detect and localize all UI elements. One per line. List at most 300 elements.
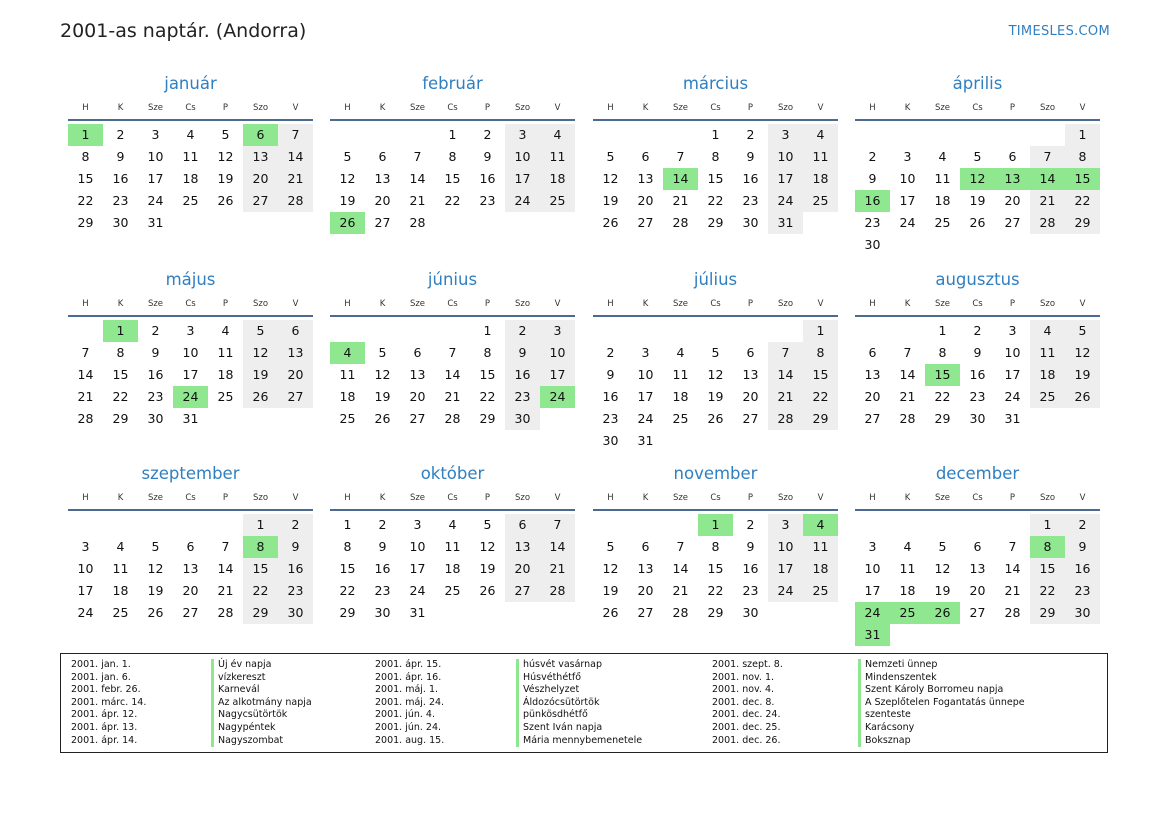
day-cell: 8 [1065, 146, 1100, 168]
day-cell: 10 [1004, 345, 1021, 360]
holiday-day-cell: 16 [855, 190, 890, 212]
day-cell: 11 [803, 536, 838, 558]
weekday-label: Szo [1039, 493, 1056, 503]
day-cell: 17 [1004, 367, 1021, 382]
day-cell: 31 [637, 433, 654, 448]
day-cell: 18 [182, 171, 199, 186]
day-cell: 26 [243, 386, 278, 408]
weekday-label: P [484, 299, 491, 309]
day-cell: 20 [637, 583, 654, 598]
weekday-label: K [379, 103, 386, 113]
day-cell: 13 [243, 146, 278, 168]
weekday-label: H [607, 103, 614, 113]
month-name: április [952, 74, 1003, 93]
day-cell: 18 [540, 168, 575, 190]
day-cell: 19 [217, 171, 234, 186]
legend-holiday-name: szenteste [858, 709, 911, 722]
weekday-label: P [222, 493, 229, 503]
holiday-day-cell: 4 [330, 342, 365, 364]
weekday-label: V [554, 493, 561, 503]
page-title: 2001-as naptár. (Andorra) [60, 20, 307, 42]
holiday-day-cell: 6 [243, 124, 278, 146]
day-cell: 21 [1030, 190, 1065, 212]
day-cell: 18 [899, 583, 916, 598]
day-cell: 6 [1008, 149, 1017, 164]
day-cell: 27 [409, 411, 426, 426]
day-cell: 9 [973, 345, 982, 360]
day-cell: 12 [1065, 342, 1100, 364]
day-cell: 27 [182, 605, 199, 620]
holiday-day-cell: 15 [925, 364, 960, 386]
day-cell: 22 [112, 389, 129, 404]
weekday-header [593, 487, 838, 511]
day-cell: 9 [483, 149, 492, 164]
day-cell: 29 [77, 215, 94, 230]
weekday-label: Szo [514, 299, 531, 309]
day-cell: 17 [768, 168, 803, 190]
weekday-header [330, 487, 575, 511]
day-cell: 25 [112, 605, 129, 620]
day-cell: 28 [672, 215, 689, 230]
weekday-label: Sze [672, 493, 689, 503]
day-cell: 8 [711, 539, 720, 554]
day-cell: 16 [742, 561, 759, 576]
day-cell: 4 [676, 345, 685, 360]
day-cell: 18 [934, 193, 951, 208]
day-cell: 28 [409, 215, 426, 230]
day-cell: 25 [672, 411, 689, 426]
day-cell: 14 [1004, 561, 1021, 576]
day-cell: 6 [973, 539, 982, 554]
legend-holiday-name: Húsvéthétfő [516, 672, 581, 685]
weekday-header [855, 293, 1100, 317]
day-cell: 21 [899, 389, 916, 404]
day-cell: 27 [969, 605, 986, 620]
day-cell: 5 [711, 345, 720, 360]
day-cell: 2 [151, 323, 160, 338]
day-cell: 6 [868, 345, 877, 360]
weekday-label: Sze [409, 493, 426, 503]
day-cell: 21 [672, 193, 689, 208]
day-cell: 14 [217, 561, 234, 576]
day-cell: 5 [243, 320, 278, 342]
day-cell: 23 [479, 193, 496, 208]
day-cell: 19 [1065, 364, 1100, 386]
day-cell: 19 [969, 193, 986, 208]
day-cell: 18 [339, 389, 356, 404]
legend-date: 2001. máj. 1. [375, 684, 439, 696]
day-cell: 14 [278, 146, 313, 168]
day-cell: 27 [278, 386, 313, 408]
legend-date: 2001. ápr. 14. [71, 734, 138, 746]
legend-date: 2001. jan. 6. [71, 671, 131, 683]
day-cell: 29 [243, 602, 278, 624]
weekday-header [68, 487, 313, 511]
day-cell: 7 [1030, 146, 1065, 168]
day-cell: 14 [768, 364, 803, 386]
day-cell: 16 [112, 171, 129, 186]
day-cell: 14 [409, 171, 426, 186]
weekday-label: K [117, 493, 124, 503]
day-cell: 19 [602, 193, 619, 208]
day-cell: 3 [768, 514, 803, 536]
weekday-label: H [869, 299, 876, 309]
day-cell: 4 [116, 539, 125, 554]
legend-holiday-name: Szent Károly Borromeu napja [858, 684, 1003, 697]
day-cell: 25 [182, 193, 199, 208]
day-cell: 4 [540, 124, 575, 146]
day-cell: 19 [707, 389, 724, 404]
day-cell: 28 [1030, 212, 1065, 234]
day-cell: 8 [711, 149, 720, 164]
day-cell: 3 [1008, 323, 1017, 338]
day-cell: 13 [278, 342, 313, 364]
day-cell: 30 [505, 408, 540, 430]
day-cell: 24 [147, 193, 164, 208]
weekday-label: Sze [934, 493, 951, 503]
day-cell: 10 [637, 367, 654, 382]
month-name: október [420, 464, 485, 483]
weekday-label: V [1079, 299, 1086, 309]
day-cell: 2 [973, 323, 982, 338]
day-cell: 9 [868, 171, 877, 186]
day-cell: 15 [803, 364, 838, 386]
day-cell: 30 [278, 602, 313, 624]
day-cell: 18 [217, 367, 234, 382]
weekday-header [593, 293, 838, 317]
day-grid [855, 121, 1100, 271]
day-cell: 27 [1004, 215, 1021, 230]
day-cell: 16 [602, 389, 619, 404]
day-cell: 11 [540, 146, 575, 168]
holiday-day-cell: 8 [243, 536, 278, 558]
month-name: július [693, 270, 738, 289]
day-cell: 16 [374, 561, 391, 576]
day-cell: 29 [934, 411, 951, 426]
weekday-label: Sze [934, 299, 951, 309]
weekday-header [330, 97, 575, 121]
day-cell: 13 [374, 171, 391, 186]
day-cell: 1 [343, 517, 352, 532]
legend-date: 2001. aug. 15. [375, 734, 445, 746]
day-cell: 15 [444, 171, 461, 186]
weekday-label: Szo [252, 299, 269, 309]
month-6 [330, 269, 575, 467]
weekday-label: K [904, 299, 911, 309]
weekday-label: K [642, 103, 649, 113]
day-cell: 19 [339, 193, 356, 208]
day-cell: 27 [742, 411, 759, 426]
day-cell: 12 [147, 561, 164, 576]
day-cell: 9 [606, 367, 615, 382]
legend-holiday-name: Karnevál [211, 684, 260, 697]
day-cell: 4 [803, 124, 838, 146]
day-cell: 24 [77, 605, 94, 620]
day-cell: 5 [938, 539, 947, 554]
day-cell: 30 [864, 237, 881, 252]
day-cell: 12 [602, 171, 619, 186]
day-cell: 7 [1008, 539, 1017, 554]
legend-date: 2001. jan. 1. [71, 659, 131, 670]
day-cell: 23 [374, 583, 391, 598]
weekday-label: P [1009, 493, 1016, 503]
legend-holiday-name: Nagycsütörtök [211, 709, 287, 722]
weekday-label: P [222, 103, 229, 113]
day-cell: 28 [278, 190, 313, 212]
weekday-label: K [642, 299, 649, 309]
weekday-label: Cs [972, 493, 983, 503]
month-name: augusztus [935, 270, 1020, 289]
day-cell: 24 [409, 583, 426, 598]
day-cell: 8 [938, 345, 947, 360]
day-cell: 27 [864, 411, 881, 426]
day-cell: 23 [278, 580, 313, 602]
day-cell: 9 [746, 149, 755, 164]
day-cell: 4 [938, 149, 947, 164]
day-cell: 24 [637, 411, 654, 426]
weekday-label: Sze [409, 299, 426, 309]
weekday-label: P [747, 493, 754, 503]
weekday-header [330, 293, 575, 317]
weekday-label: V [554, 299, 561, 309]
day-cell: 18 [803, 168, 838, 190]
day-cell: 7 [903, 345, 912, 360]
legend-holiday-name: Szent Iván napja [516, 722, 602, 735]
weekday-header [855, 97, 1100, 121]
day-cell: 25 [1030, 386, 1065, 408]
day-cell: 10 [505, 146, 540, 168]
day-cell: 27 [374, 215, 391, 230]
day-cell: 1 [711, 127, 720, 142]
weekday-label: Szo [777, 493, 794, 503]
day-cell: 28 [672, 605, 689, 620]
month-name: június [427, 270, 478, 289]
day-cell: 17 [409, 561, 426, 576]
day-cell: 19 [147, 583, 164, 598]
month-5 [68, 269, 313, 467]
day-cell: 11 [112, 561, 129, 576]
day-cell: 1 [1030, 514, 1065, 536]
day-cell: 6 [746, 345, 755, 360]
day-cell: 5 [343, 149, 352, 164]
day-cell: 22 [243, 580, 278, 602]
legend-holiday-name: Mindenszentek [858, 672, 937, 685]
day-cell: 17 [540, 364, 575, 386]
day-cell: 12 [602, 561, 619, 576]
holiday-day-cell: 8 [1030, 536, 1065, 558]
day-cell: 17 [77, 583, 94, 598]
day-cell: 6 [413, 345, 422, 360]
day-cell: 10 [864, 561, 881, 576]
day-cell: 28 [217, 605, 234, 620]
day-cell: 21 [217, 583, 234, 598]
day-grid [593, 511, 838, 661]
day-cell: 1 [803, 320, 838, 342]
day-cell: 9 [505, 342, 540, 364]
day-cell: 8 [483, 345, 492, 360]
weekday-label: H [607, 299, 614, 309]
weekday-label: Szo [1039, 103, 1056, 113]
day-cell: 19 [243, 364, 278, 386]
legend-date: 2001. nov. 1. [712, 671, 775, 683]
day-cell: 10 [768, 536, 803, 558]
day-cell: 12 [374, 367, 391, 382]
weekday-label: P [747, 299, 754, 309]
legend-date: 2001. ápr. 12. [71, 709, 138, 721]
month-name: május [165, 270, 216, 289]
month-name: november [673, 464, 758, 483]
day-cell: 10 [899, 171, 916, 186]
weekday-label: V [817, 103, 824, 113]
legend-date: 2001. febr. 26. [71, 684, 141, 696]
month-12 [855, 463, 1100, 661]
day-cell: 12 [243, 342, 278, 364]
weekday-label: H [344, 103, 351, 113]
day-cell: 13 [637, 561, 654, 576]
day-cell: 2 [483, 127, 492, 142]
day-cell: 11 [1030, 342, 1065, 364]
day-cell: 22 [479, 389, 496, 404]
day-cell: 21 [672, 583, 689, 598]
weekday-label: Cs [710, 493, 721, 503]
weekday-header [68, 97, 313, 121]
day-cell: 10 [540, 342, 575, 364]
day-cell: 17 [637, 389, 654, 404]
day-cell: 26 [147, 605, 164, 620]
day-cell: 18 [1030, 364, 1065, 386]
day-cell: 3 [903, 149, 912, 164]
holiday-day-cell: 14 [663, 168, 698, 190]
month-10 [330, 463, 575, 661]
day-cell: 26 [602, 605, 619, 620]
day-cell: 5 [151, 539, 160, 554]
day-cell: 8 [343, 539, 352, 554]
day-cell: 30 [969, 411, 986, 426]
day-cell: 12 [479, 539, 496, 554]
legend-date: 2001. ápr. 15. [375, 659, 442, 670]
day-cell: 17 [505, 168, 540, 190]
day-cell: 15 [112, 367, 129, 382]
day-cell: 3 [540, 320, 575, 342]
day-cell: 25 [540, 190, 575, 212]
day-cell: 16 [505, 364, 540, 386]
weekday-label: V [292, 299, 299, 309]
day-cell: 5 [221, 127, 230, 142]
day-cell: 9 [746, 539, 755, 554]
day-cell: 15 [77, 171, 94, 186]
brand-link[interactable]: TIMESLES.COM [1008, 24, 1110, 39]
legend-date: 2001. máj. 24. [375, 696, 445, 708]
day-cell: 29 [707, 605, 724, 620]
day-cell: 2 [378, 517, 387, 532]
day-cell: 3 [505, 124, 540, 146]
weekday-label: Szo [514, 103, 531, 113]
legend-date: 2001. dec. 25. [712, 722, 781, 733]
day-cell: 3 [641, 345, 650, 360]
day-cell: 1 [483, 323, 492, 338]
day-cell: 31 [768, 212, 803, 234]
day-cell: 16 [742, 171, 759, 186]
day-cell: 30 [374, 605, 391, 620]
day-cell: 24 [899, 215, 916, 230]
day-grid [855, 511, 1100, 661]
day-cell: 25 [934, 215, 951, 230]
day-cell: 5 [483, 517, 492, 532]
month-name: január [164, 74, 217, 93]
day-cell: 3 [868, 539, 877, 554]
day-cell: 19 [934, 583, 951, 598]
day-cell: 4 [1030, 320, 1065, 342]
legend-holiday-name: Áldozócsütörtök [516, 697, 599, 710]
legend-date: 2001. ápr. 16. [375, 671, 442, 683]
day-cell: 24 [1004, 389, 1021, 404]
day-cell: 18 [112, 583, 129, 598]
day-cell: 21 [768, 386, 803, 408]
day-cell: 20 [409, 389, 426, 404]
day-cell: 2 [278, 514, 313, 536]
day-cell: 25 [444, 583, 461, 598]
day-cell: 13 [637, 171, 654, 186]
day-cell: 9 [151, 345, 160, 360]
day-cell: 6 [278, 320, 313, 342]
holiday-day-cell: 24 [173, 386, 208, 408]
weekday-label: K [379, 493, 386, 503]
day-cell: 12 [707, 367, 724, 382]
day-cell: 22 [707, 583, 724, 598]
day-cell: 4 [221, 323, 230, 338]
day-cell: 2 [746, 127, 755, 142]
weekday-label: V [817, 299, 824, 309]
day-cell: 28 [540, 580, 575, 602]
day-cell: 10 [768, 146, 803, 168]
day-cell: 19 [479, 561, 496, 576]
day-cell: 20 [505, 558, 540, 580]
month-1 [68, 73, 313, 271]
day-cell: 20 [1004, 193, 1021, 208]
weekday-label: H [82, 493, 89, 503]
day-cell: 15 [707, 171, 724, 186]
day-cell: 11 [182, 149, 199, 164]
weekday-label: K [904, 493, 911, 503]
day-cell: 27 [243, 190, 278, 212]
weekday-label: P [747, 103, 754, 113]
day-cell: 11 [339, 367, 356, 382]
day-grid [68, 511, 313, 661]
month-name: december [935, 464, 1020, 483]
legend-holiday-name: Nemzeti ünnep [858, 659, 937, 672]
legend-holiday-name: Új év napja [211, 659, 271, 672]
month-name: február [422, 74, 483, 93]
day-cell: 16 [969, 367, 986, 382]
legend-date: 2001. nov. 4. [712, 684, 775, 696]
day-cell: 3 [768, 124, 803, 146]
weekday-label: V [292, 103, 299, 113]
weekday-label: Cs [447, 103, 458, 113]
legend-date: 2001. jún. 4. [375, 709, 436, 721]
day-cell: 20 [969, 583, 986, 598]
day-cell: 11 [899, 561, 916, 576]
weekday-label: H [869, 493, 876, 503]
weekday-label: Szo [777, 103, 794, 113]
day-cell: 26 [602, 215, 619, 230]
day-cell: 22 [1065, 190, 1100, 212]
day-cell: 5 [606, 539, 615, 554]
weekday-label: V [1079, 103, 1086, 113]
legend-holiday-name: Mária mennybemenetele [516, 735, 642, 748]
day-cell: 16 [147, 367, 164, 382]
weekday-label: K [904, 103, 911, 113]
month-11 [593, 463, 838, 661]
